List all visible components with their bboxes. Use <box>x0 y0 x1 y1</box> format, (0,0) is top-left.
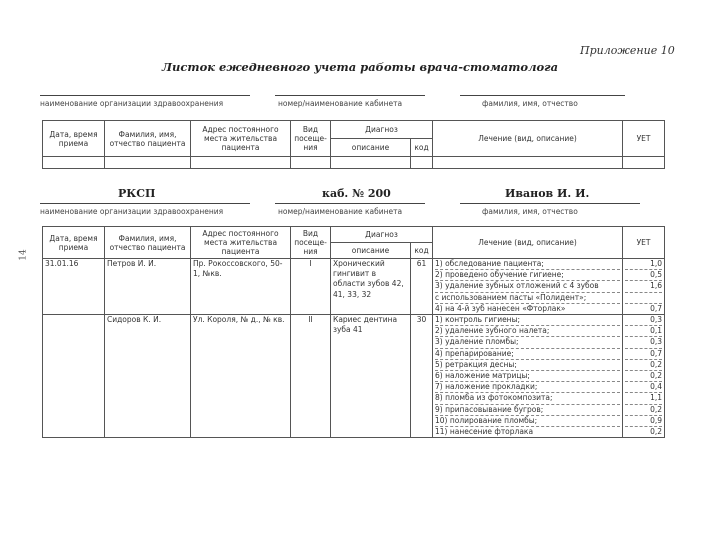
uet-value: 0,3 <box>625 315 662 326</box>
col-date-header: Дата, время приема <box>43 121 105 157</box>
row-uet-cell <box>623 315 665 438</box>
col-description-header: описание <box>331 139 411 157</box>
col-visit-header: Вид посеще-ния <box>291 121 331 157</box>
organization-line <box>40 203 250 204</box>
appendix-label: Приложение 10 <box>580 44 675 57</box>
col-treatment-header: Лечение (вид, описание) <box>433 121 623 157</box>
uet-value: 0,7 <box>625 349 662 360</box>
col-uet-header-2: УЕТ <box>623 227 665 259</box>
uet-value <box>625 293 662 304</box>
uet-value: 0,9 <box>625 416 662 427</box>
uet-value: 1,6 <box>625 281 662 292</box>
uet-value: 1,1 <box>625 393 662 404</box>
doctor-line-blank <box>460 95 625 96</box>
col-code-header: код <box>411 139 433 157</box>
treatment-item: 8) пломба из фотокомпозита; <box>435 393 620 404</box>
row-date <box>43 315 105 438</box>
doctor-caption: фамилия, имя, отчество <box>482 99 578 108</box>
office-line <box>275 203 425 204</box>
organization-caption-2: наименование организации здравоохранения <box>40 207 224 216</box>
row-date: 31.01.16 <box>43 259 105 315</box>
col-address-header-2: Адрес постоянного места жительства пациента <box>191 227 291 259</box>
organization-caption: наименование организации здравоохранения <box>40 99 224 108</box>
treatment-item: 3) удаление пломбы; <box>435 337 620 348</box>
uet-value: 0,3 <box>625 337 662 348</box>
uet-value: 0,2 <box>625 405 662 416</box>
row-patient: Сидоров К. И. <box>105 315 191 438</box>
treatment-item: 1) обследование пациента; <box>435 259 620 270</box>
treatment-item: 10) полирование пломбы; <box>435 416 620 427</box>
uet-value: 1,0 <box>625 259 662 270</box>
organization-line-blank <box>40 95 250 96</box>
uet-value: 0,7 <box>650 303 663 313</box>
treatment-item: 4) на 4-й зуб нанесен «Фторлак» <box>435 303 566 313</box>
uet-value: 0,5 <box>625 270 662 281</box>
doctor-caption-2: фамилия, имя, отчество <box>482 207 578 216</box>
row-diagnosis: Хронический гингивит в области зубов 42, 41, 33, 32 <box>331 259 411 315</box>
col-diagnosis-header-2: Диагноз <box>331 227 433 243</box>
row-diagnosis: Кариес дентина зуба 41 <box>331 315 411 438</box>
row-address: Пр. Рокоссовского, 50-1, №кв. <box>191 259 291 315</box>
col-description-header-2: описание <box>331 243 411 259</box>
uet-value: 0,2 <box>625 360 662 371</box>
row-address: Ул. Короля, № д., № кв. <box>191 315 291 438</box>
col-patient-header-2: Фамилия, имя, отчество пациента <box>105 227 191 259</box>
col-treatment-header-2: Лечение (вид, описание) <box>433 227 623 259</box>
treatment-item: 7) наложение прокладки; <box>435 382 620 393</box>
row-treatment-cell <box>433 315 623 438</box>
row-patient: Петров И. И. <box>105 259 191 315</box>
doctor-line <box>460 203 640 204</box>
uet-value: 0,2 <box>650 427 663 437</box>
treatment-item: 11) нанесение фторлака <box>435 427 534 437</box>
row-code: 30 <box>411 315 433 438</box>
col-uet-header: УЕТ <box>623 121 665 157</box>
page-edge-mark: 14 <box>18 249 29 261</box>
page-title: Листок ежедневного учета работы врача-стоматолога <box>161 60 559 74</box>
uet-value: 0,1 <box>625 326 662 337</box>
row-treatment-cell <box>433 259 623 315</box>
doctor-value: Иванов И. И. <box>505 187 590 200</box>
col-date-header-2: Дата, время приема <box>43 227 105 259</box>
row-visit-type: II <box>291 315 331 438</box>
row-code: 61 <box>411 259 433 315</box>
col-address-header: Адрес постоянного места жительства пациента <box>191 121 291 157</box>
col-patient-header: Фамилия, имя, отчество пациента <box>105 121 191 157</box>
uet-value: 0,2 <box>625 371 662 382</box>
treatment-item: с использованием пасты «Полидент»; <box>435 293 620 304</box>
office-line-blank <box>275 95 425 96</box>
office-value: каб. № 200 <box>322 187 391 200</box>
treatment-item: 3) удаление зубных отложений с 4 зубов <box>435 281 620 292</box>
col-code-header-2: код <box>411 243 433 259</box>
row-visit-type: I <box>291 259 331 315</box>
filled-form-table <box>42 226 665 438</box>
office-caption: номер/наименование кабинета <box>278 99 403 108</box>
office-caption-2: номер/наименование кабинета <box>278 207 403 216</box>
treatment-item: 9) припасовывание бугров; <box>435 405 620 416</box>
col-visit-header-2: Вид посеще-ния <box>291 227 331 259</box>
treatment-item: 2) удаление зубного налета; <box>435 326 620 337</box>
treatment-item: 5) ретракция десны; <box>435 360 620 371</box>
blank-form-table <box>42 120 665 169</box>
row-uet-cell <box>623 259 665 315</box>
treatment-item: 6) наложение матрицы; <box>435 371 620 382</box>
col-diagnosis-header: Диагноз <box>331 121 433 139</box>
treatment-item: 4) препарирование; <box>435 349 620 360</box>
treatment-item: 1) контроль гигиены; <box>435 315 620 326</box>
table-row <box>43 259 665 315</box>
treatment-item: 2) проведено обучение гигиене; <box>435 270 620 281</box>
uet-value: 0,4 <box>625 382 662 393</box>
organization-value: РКСП <box>118 187 156 200</box>
table-row <box>43 315 665 438</box>
